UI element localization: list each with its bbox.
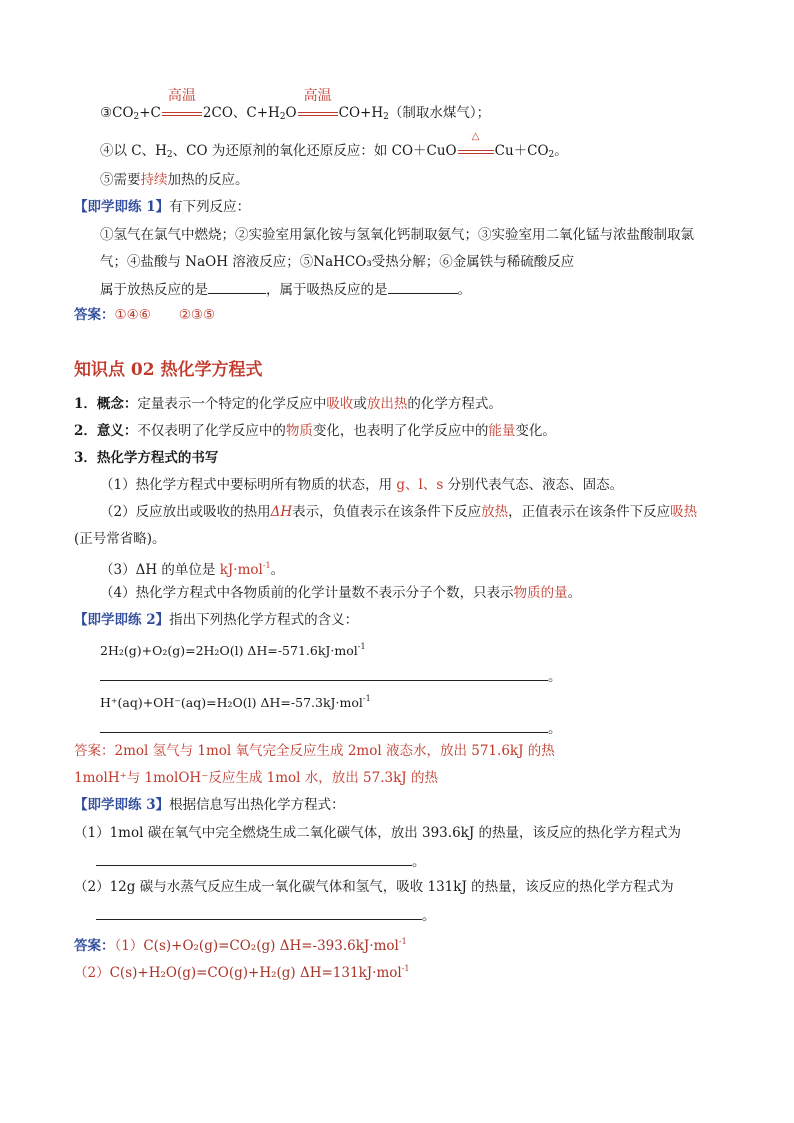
meaning-text: 变化。: [515, 423, 556, 439]
item5-text: ⑤需要: [100, 172, 141, 188]
equation-text: H⁺(aq)+OH⁻(aq)=H₂O(l) ΔH=-57.3kJ·mol: [100, 695, 363, 710]
highlight: kJ·mol: [219, 562, 263, 578]
superscript: -1: [357, 642, 366, 651]
subscript: 2: [383, 112, 389, 122]
answer-blank[interactable]: [100, 666, 548, 681]
practice3-q2-blank: [96, 905, 436, 926]
item5-highlight: 持续: [140, 172, 168, 188]
highlight: 能量: [488, 423, 516, 439]
item-number: 2．: [74, 423, 97, 439]
item-number: 3．: [74, 450, 97, 466]
practice2-header: [74, 610, 358, 630]
highlight: 吸热: [670, 504, 698, 520]
practice1-header: [74, 197, 250, 217]
point-text: （3）ΔH 的单位是: [100, 562, 220, 578]
writing-label: 热化学方程式的书写: [96, 450, 219, 466]
practice3-prompt: 根据信息写出热化学方程式：: [169, 797, 345, 813]
answer-label: 答案：: [74, 938, 115, 954]
answer-text: 2mol 氢气与 1mol 氧气完全反应生成 2mol 液态水，放出 571.6kJ 的热: [114, 743, 555, 759]
point-text: 分别代表气态、液态、固态。: [443, 477, 624, 493]
reaction-arrow: [298, 112, 338, 116]
superscript: -1: [362, 694, 371, 703]
item-number: 1．: [74, 396, 97, 412]
highlight: ΔH: [270, 504, 293, 520]
answer-label: 答案：: [74, 307, 115, 323]
punctuation: 。: [548, 721, 562, 737]
answer-blank[interactable]: [208, 279, 266, 294]
practice3-q2: （2）12g 碳与水蒸气反应生成一氧化碳气体和氢气，吸收 131kJ 的热量，该反应的热化学方程式为: [74, 879, 674, 895]
practice1-prompt: 有下列反应：: [169, 199, 251, 215]
meaning-line: [74, 421, 556, 441]
condition-label: 高温: [167, 88, 196, 104]
punctuation: 。: [567, 585, 582, 601]
point-text: （4）热化学方程式中各物质前的化学计量数不表示分子个数，只表示: [100, 585, 514, 601]
practice3-q1: （1）1mol 碳在氧气中完全燃烧生成二氧化碳气体，放出 393.6kJ 的热量，该反应的热化学方程式为: [74, 825, 682, 841]
writing-point3: [100, 556, 284, 580]
item3-equations: [100, 88, 491, 127]
superscript: -1: [398, 937, 407, 946]
concept-label: 概念：: [96, 396, 138, 412]
item3-reactant-c: +C: [139, 105, 161, 121]
practice2-prompt: 指出下列热化学方程式的含义：: [169, 612, 359, 628]
practice2-answer-line1: [100, 666, 562, 687]
practice2-answer-line2: [100, 718, 562, 739]
item4-redox: [100, 131, 568, 165]
section-heading: 知识点 02 热化学方程式: [74, 360, 263, 380]
item3-reactant: CO: [112, 105, 134, 121]
item4-product: Cu＋CO: [494, 143, 549, 159]
point-text: （2）反应放出或吸收的热用: [100, 504, 271, 520]
heat-condition: [458, 131, 494, 161]
practice2-eq2: [100, 689, 371, 713]
writing-point1: [100, 475, 623, 495]
reaction-arrow: [162, 112, 202, 116]
practice1-line1: ①氢气在氯气中燃烧；②实验室用氯化铵与氢氧化钙制取氨气；③实验室用二氧化锰与浓盐酸制取氯: [100, 227, 694, 243]
practice3-q1-blank: [96, 851, 426, 872]
equation-text: 2H₂(g)+O₂(g)=2H₂O(l) ΔH=-571.6kJ·mol: [100, 643, 358, 658]
highlight: 吸收: [326, 396, 354, 412]
practice3-label: 【即学即练 3】: [74, 797, 170, 813]
point-text: （1）热化学方程式中要标明所有物质的状态，用: [100, 477, 397, 493]
highlight: 物质: [285, 423, 313, 439]
item3-product1: 2CO、C+H: [202, 105, 280, 121]
punctuation: 。: [412, 854, 426, 870]
answer-exothermic: ①④⑥: [114, 307, 151, 323]
question-text: ，属于吸热反应的是: [266, 282, 388, 298]
punctuation: 。: [270, 562, 285, 578]
punctuation: 。: [554, 143, 568, 159]
practice1-question: [100, 279, 471, 300]
item3-product2: CO+H: [338, 105, 384, 121]
practice2-eq1: [100, 637, 366, 661]
writing-point2-cont: (正号常省略)。: [74, 531, 166, 547]
writing-heading: [74, 448, 218, 468]
concept-text: 或: [353, 396, 367, 412]
concept-text: 定量表示一个特定的化学反应中: [137, 396, 327, 412]
meaning-label: 意义：: [96, 423, 138, 439]
answer-label: 答案：: [74, 743, 115, 759]
meaning-text: 变化，也表明了化学反应中的: [312, 423, 489, 439]
subscript: 2: [166, 150, 173, 160]
point-text: ，正值表示在该条件下反应: [508, 504, 671, 520]
punctuation: 。: [457, 282, 471, 298]
item3-number: ③: [100, 105, 113, 121]
answer-endothermic: ②③⑤: [178, 307, 216, 323]
high-temp-condition-1: [162, 88, 202, 123]
practice1-line2: 气；④盐酸与 NaOH 溶液反应；⑤NaHCO₃受热分解；⑥金属铁与稀硫酸反应: [100, 254, 575, 270]
practice3-answer2: [74, 959, 410, 983]
writing-point2: [100, 502, 697, 522]
answer-equation: C(s)+O₂(g)=CO₂(g) ΔH=-393.6kJ·mol: [143, 938, 399, 954]
practice2-answer1: [74, 741, 555, 761]
subscript: 2: [279, 112, 286, 122]
superscript: -1: [401, 964, 410, 973]
punctuation: 。: [422, 908, 436, 924]
answer-blank[interactable]: [96, 905, 422, 920]
question-text: 属于放热反应的是: [100, 282, 208, 298]
answer-number: （1）: [114, 938, 144, 954]
item5-heating: [100, 170, 249, 190]
concept-line: [74, 394, 502, 414]
practice3-header: [74, 795, 345, 815]
point-text: 表示，负值表示在该条件下反应: [292, 504, 482, 520]
meaning-text: 不仅表明了化学反应中的: [137, 423, 286, 439]
writing-point4: [100, 583, 581, 603]
high-temp-condition-2: [298, 88, 338, 123]
highlight: 放热: [481, 504, 509, 520]
answer-blank[interactable]: [96, 851, 412, 866]
practice1-label: 【即学即练 1】: [74, 199, 170, 215]
practice1-answer: [74, 305, 215, 325]
item3-note: （制取水煤气）；: [388, 105, 491, 121]
answer-blank[interactable]: [388, 279, 458, 294]
highlight: 放出热: [366, 396, 408, 412]
answer-number: （2）: [74, 965, 110, 981]
subscript: 2: [133, 112, 140, 122]
heat-triangle-icon: △: [471, 131, 480, 142]
condition-label: 高温: [303, 88, 332, 104]
practice3-answer1: [74, 932, 407, 956]
highlight: 物质的量: [513, 585, 568, 601]
item3-oxygen: O: [285, 105, 297, 121]
practice2-label: 【即学即练 2】: [74, 612, 170, 628]
item4-text: 、CO 为还原剂的氧化还原反应：如 CO＋CuO: [172, 143, 457, 159]
superscript: -1: [262, 561, 271, 570]
highlight: g、l、s: [396, 477, 444, 493]
practice2-answer2: 1molH⁺与 1molOH⁻反应生成 1mol 水，放出 57.3kJ 的热: [74, 770, 438, 786]
item5-text: 加热的反应。: [167, 172, 249, 188]
concept-text: 的化学方程式。: [407, 396, 502, 412]
item4-text: ④以 C、H: [100, 143, 167, 159]
answer-equation: C(s)+H₂O(g)=CO(g)+H₂(g) ΔH=131kJ·mol: [109, 965, 402, 981]
reaction-arrow: [458, 150, 494, 154]
punctuation: 。: [548, 669, 562, 685]
subscript: 2: [548, 150, 555, 160]
answer-blank[interactable]: [100, 718, 548, 733]
